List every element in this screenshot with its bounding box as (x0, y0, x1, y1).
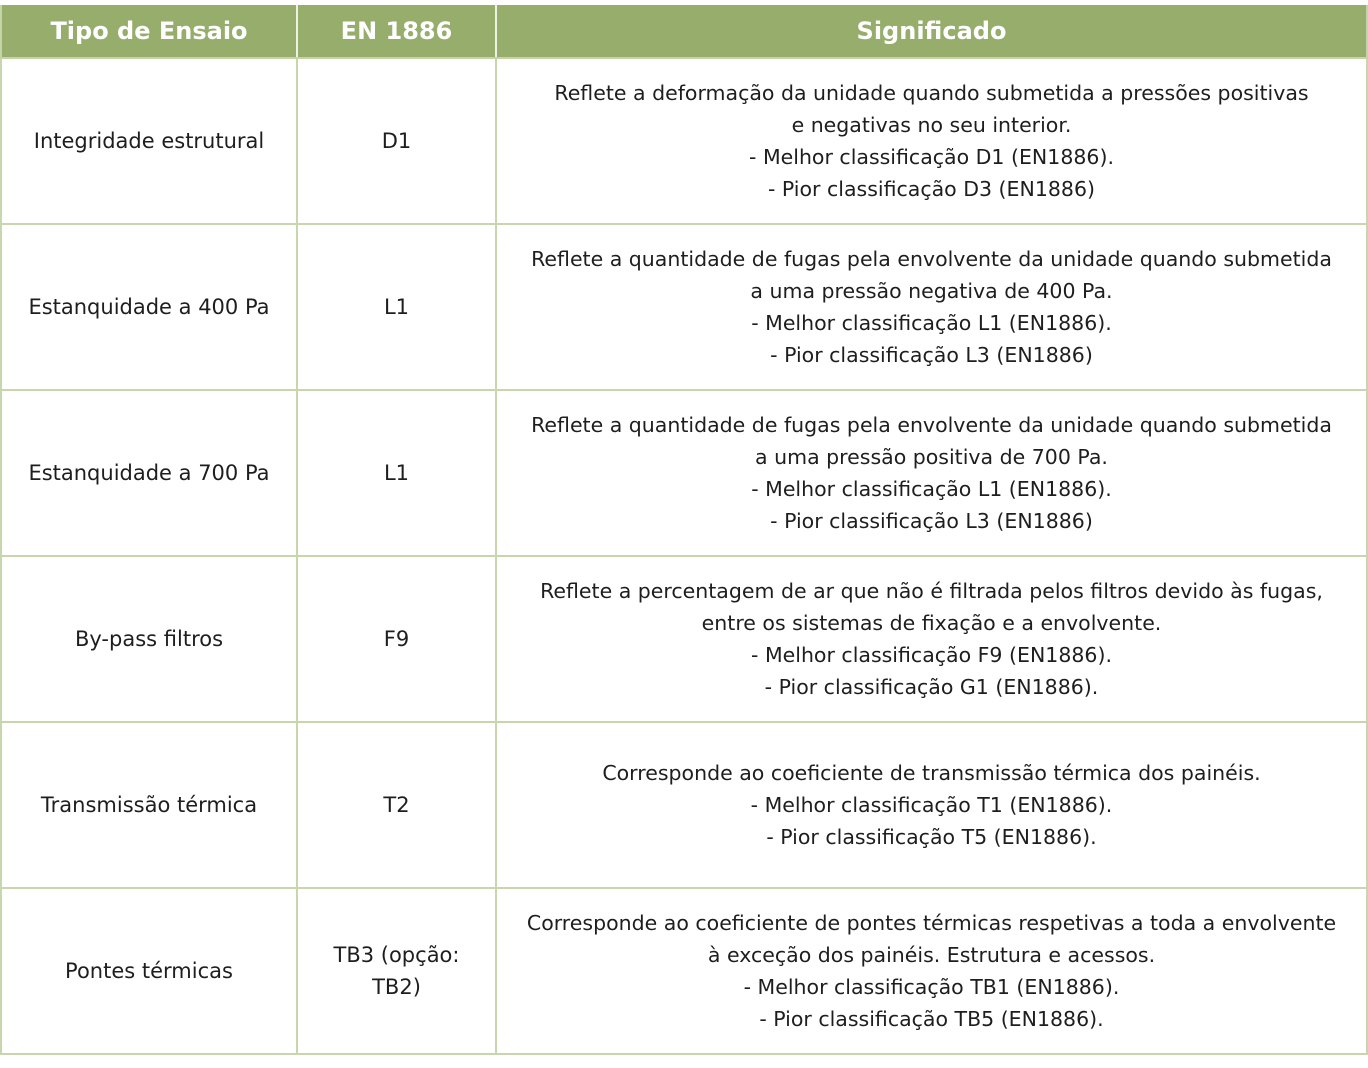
cell-en1886-class (297, 224, 496, 390)
header-test-type: Tipo de Ensaio (1, 5, 297, 58)
meaning-line: - Melhor classificação T1 (EN1886). (750, 793, 1113, 817)
cell-en1886-class (297, 722, 496, 888)
meaning-line: - Melhor classificação F9 (EN1886). (751, 643, 1112, 667)
class-line: TB3 (opção: (333, 943, 460, 967)
meaning-line: Reflete a quantidade de fugas pela envolvente da unidade quando submetida (531, 413, 1332, 437)
meaning-line: - Melhor classificação D1 (EN1886). (749, 145, 1114, 169)
table-header-row (1, 5, 1367, 58)
meaning-line: a uma pressão positiva de 700 Pa. (755, 445, 1108, 469)
meaning-line: Reflete a deformação da unidade quando submetida a pressões positivas (554, 81, 1309, 105)
table-row (1, 224, 1367, 390)
en1886-classification-table (0, 5, 1368, 1055)
meaning-line: a uma pressão negativa de 400 Pa. (750, 279, 1113, 303)
meaning-line: entre os sistemas de fixação e a envolvente. (701, 611, 1162, 635)
meaning-line: - Pior classificação L3 (EN1886) (770, 509, 1093, 533)
meaning-line: e negativas no seu interior. (791, 113, 1072, 137)
meaning-line: à exceção dos painéis. Estrutura e acessos. (707, 943, 1156, 967)
meaning-line: Reflete a quantidade de fugas pela envolvente da unidade quando submetida (531, 247, 1332, 271)
cell-meaning (496, 556, 1367, 722)
meaning-line: - Melhor classificação TB1 (EN1886). (743, 975, 1120, 999)
meaning-line: Reflete a percentagem de ar que não é filtrada pelos filtros devido às fugas, (540, 579, 1323, 603)
cell-test-type: Integridade estrutural (1, 58, 297, 224)
table-row (1, 58, 1367, 224)
cell-meaning (496, 58, 1367, 224)
meaning-line: - Pior classificação D3 (EN1886) (767, 177, 1096, 201)
meaning-line: - Melhor classificação L1 (EN1886). (751, 477, 1112, 501)
cell-test-type: Pontes térmicas (1, 888, 297, 1054)
class-line: L1 (383, 461, 410, 485)
cell-meaning (496, 722, 1367, 888)
cell-test-type: Transmissão térmica (1, 722, 297, 888)
meaning-line: - Pior classificação L3 (EN1886) (770, 343, 1093, 367)
cell-meaning (496, 888, 1367, 1054)
cell-en1886-class (297, 390, 496, 556)
meaning-line: - Pior classificação G1 (EN1886). (764, 675, 1099, 699)
cell-en1886-class (297, 556, 496, 722)
meaning-line: - Pior classificação TB5 (EN1886). (759, 1007, 1104, 1031)
class-line: TB2) (372, 975, 421, 999)
table-row (1, 556, 1367, 722)
meaning-line: - Melhor classificação L1 (EN1886). (751, 311, 1112, 335)
cell-test-type: Estanquidade a 700 Pa (1, 390, 297, 556)
meaning-line: Corresponde ao coeficiente de transmissão térmica dos painéis. (602, 761, 1261, 785)
cell-meaning (496, 224, 1367, 390)
header-en1886: EN 1886 (297, 5, 496, 58)
header-meaning: Significado (496, 5, 1367, 58)
cell-en1886-class (297, 888, 496, 1054)
cell-meaning (496, 390, 1367, 556)
class-line: D1 (381, 129, 412, 153)
table-row (1, 722, 1367, 888)
class-line: L1 (383, 295, 410, 319)
cell-test-type: Estanquidade a 400 Pa (1, 224, 297, 390)
class-line: F9 (383, 627, 410, 651)
cell-test-type: By-pass filtros (1, 556, 297, 722)
class-line: T2 (383, 793, 410, 817)
meaning-line: Corresponde ao coeficiente de pontes térmicas respetivas a toda a envolvente (526, 911, 1337, 935)
table-row (1, 888, 1367, 1054)
cell-en1886-class (297, 58, 496, 224)
table-row (1, 390, 1367, 556)
meaning-line: - Pior classificação T5 (EN1886). (766, 825, 1097, 849)
